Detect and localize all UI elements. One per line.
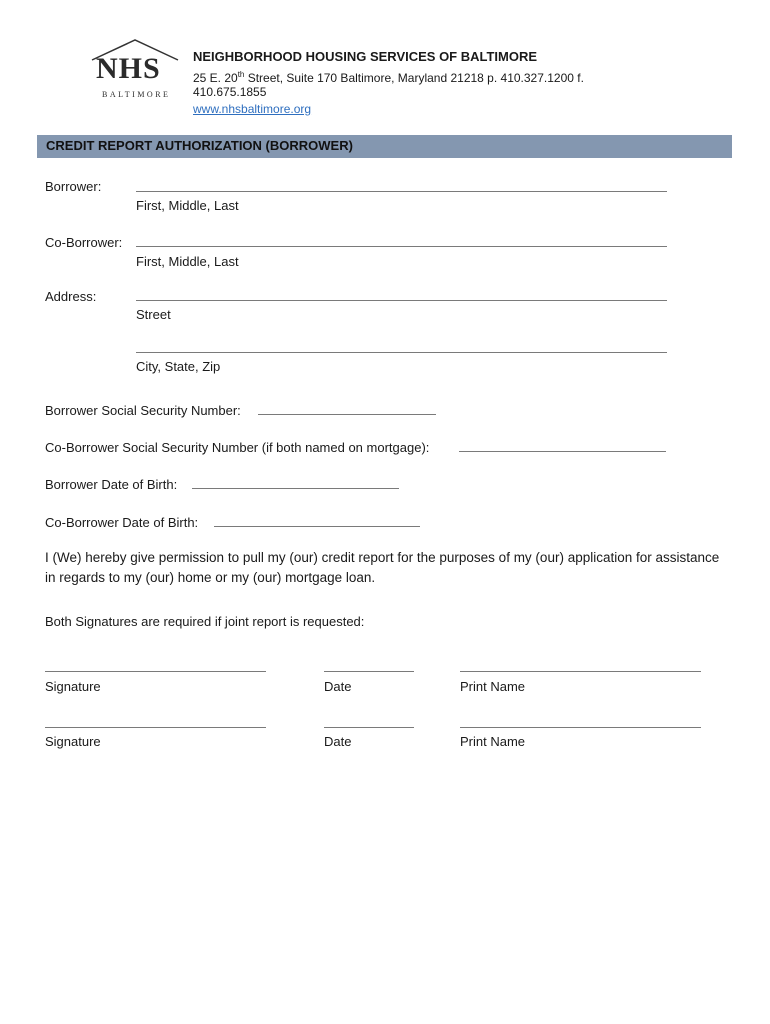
signature-field-1[interactable] <box>45 671 266 672</box>
coborrower-ssn-label: Co-Borrower Social Security Number (if both named on mortgage): <box>45 440 430 455</box>
nhs-logo <box>88 38 182 102</box>
org-address: 25 E. 20th Street, Suite 170 Baltimore, Maryland 21218 p. 410.327.1200 f. <box>193 70 584 85</box>
print-name-field-2[interactable] <box>460 727 701 728</box>
form-title: CREDIT REPORT AUTHORIZATION (BORROWER) <box>46 138 353 153</box>
signature-field-2[interactable] <box>45 727 266 728</box>
coborrower-label: Co-Borrower: <box>45 235 123 250</box>
print-name-label-2: Print Name <box>460 734 526 749</box>
signature-label-1: Signature <box>45 679 101 694</box>
print-name-label-1: Print Name <box>460 679 526 694</box>
borrower-name-field[interactable] <box>136 191 667 192</box>
street-hint: Street <box>136 307 171 322</box>
logo-subtext: BALTIMORE <box>102 90 171 99</box>
print-name-field-1[interactable] <box>460 671 701 672</box>
address-label: Address: <box>45 289 97 304</box>
permission-text: I (We) hereby give permission to pull my (our) credit report for the purposes of my (our) application for assistance in regards to my (our) home or my (our) mortgage loan. <box>45 550 720 585</box>
coborrower-name-hint: First, Middle, Last <box>136 254 239 269</box>
logo-text: NHS <box>96 52 161 85</box>
borrower-ssn-field[interactable] <box>258 414 436 415</box>
coborrower-name-field[interactable] <box>136 246 667 247</box>
form-title-banner <box>37 135 732 158</box>
borrower-label: Borrower: <box>45 179 102 194</box>
date-label-2: Date <box>324 734 352 749</box>
signatures-note: Both Signatures are required if joint report is requested: <box>45 614 365 629</box>
coborrower-dob-label: Co-Borrower Date of Birth: <box>45 515 199 530</box>
org-name: NEIGHBORHOOD HOUSING SERVICES OF BALTIMORE <box>193 49 538 64</box>
date-field-2[interactable] <box>324 727 414 728</box>
org-fax-continued: 410.675.1855 <box>193 85 267 99</box>
borrower-ssn-label: Borrower Social Security Number: <box>45 403 241 418</box>
date-field-1[interactable] <box>324 671 414 672</box>
borrower-dob-label: Borrower Date of Birth: <box>45 477 178 492</box>
date-label-1: Date <box>324 679 352 694</box>
website-link[interactable]: www.nhsbaltimore.org <box>193 102 312 116</box>
city-state-zip-hint: City, State, Zip <box>136 359 221 374</box>
borrower-name-hint: First, Middle, Last <box>136 198 239 213</box>
coborrower-dob-field[interactable] <box>214 526 420 527</box>
coborrower-ssn-field[interactable] <box>459 451 666 452</box>
signature-label-2: Signature <box>45 734 101 749</box>
street-field[interactable] <box>136 300 667 301</box>
borrower-dob-field[interactable] <box>192 488 399 489</box>
city-state-zip-field[interactable] <box>136 352 667 353</box>
